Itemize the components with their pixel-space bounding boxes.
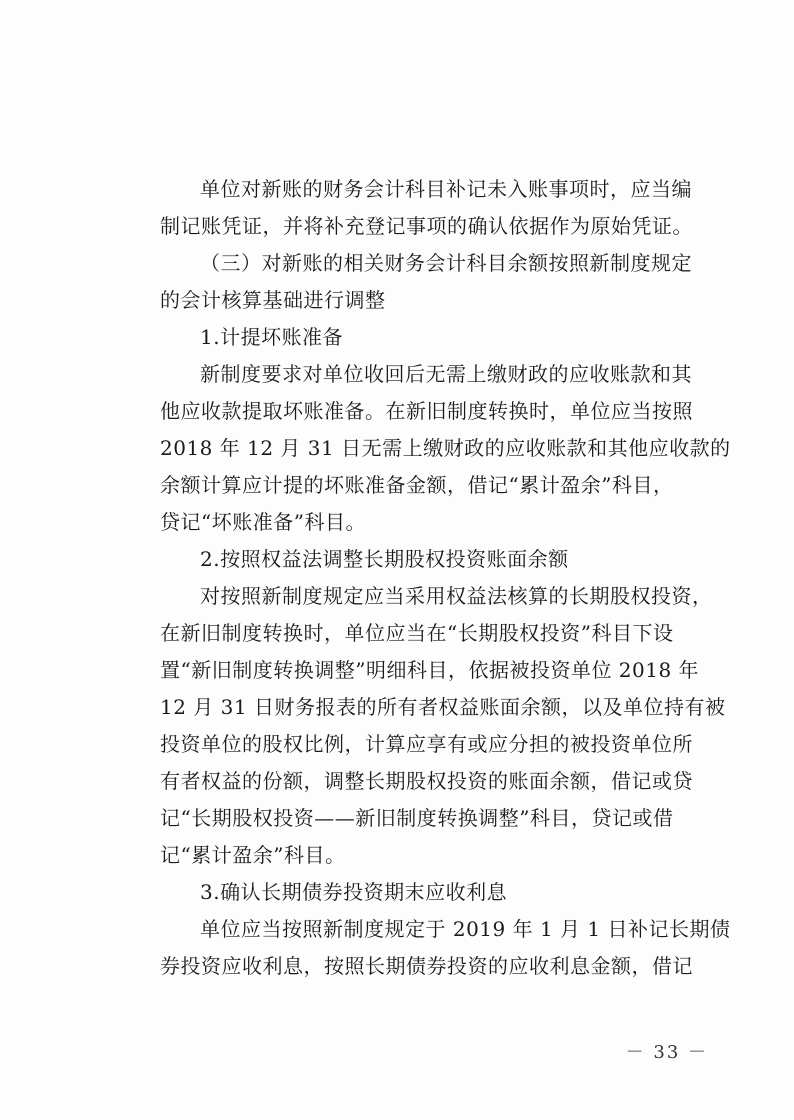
text-line: 记“累计盈余”科目。 bbox=[160, 843, 346, 867]
subsection-heading: 2.按照权益法调整长期股权投资账面余额 bbox=[200, 547, 569, 571]
section-heading: 的会计核算基础进行调整 bbox=[160, 288, 386, 312]
text-line: 对按照新制度规定应当采用权益法核算的长期股权投资， bbox=[200, 584, 713, 608]
text-line: 2018 年 12 月 31 日无需上缴财政的应收账款和其他应收款的 bbox=[160, 436, 731, 460]
text-line: 在新旧制度转换时，单位应当在“长期股权投资”科目下设 bbox=[160, 621, 674, 645]
text-line: 有者权益的份额，调整长期股权投资的账面余额，借记或贷 bbox=[160, 769, 693, 793]
text-line: 贷记“坏账准备”科目。 bbox=[160, 510, 366, 534]
text-line: 单位应当按照新制度规定于 2019 年 1 月 1 日补记长期债 bbox=[200, 917, 731, 941]
section-heading: （三）对新账的相关财务会计科目余额按照新制度规定 bbox=[200, 251, 692, 275]
text-line: 他应收款提取坏账准备。在新旧制度转换时，单位应当按照 bbox=[160, 399, 693, 423]
text-line: 制记账凭证，并将补充登记事项的确认依据作为原始凭证。 bbox=[160, 214, 693, 238]
subsection-heading: 1.计提坏账准备 bbox=[200, 325, 344, 349]
text-line: 记“长期股权投资——新旧制度转换调整”科目，贷记或借 bbox=[160, 806, 674, 830]
subsection-heading: 3.确认长期债券投资期末应收利息 bbox=[200, 880, 508, 904]
text-line: 余额计算应计提的坏账准备金额，借记“累计盈余”科目， bbox=[160, 473, 674, 497]
text-line: 单位对新账的财务会计科目补记未入账事项时，应当编 bbox=[200, 177, 692, 201]
text-line: 12 月 31 日财务报表的所有者权益账面余额，以及单位持有被 bbox=[160, 695, 726, 719]
text-line: 券投资应收利息，按照长期债券投资的应收利息金额，借记 bbox=[160, 954, 693, 978]
text-line: 新制度要求对单位收回后无需上缴财政的应收账款和其 bbox=[200, 362, 692, 386]
text-line: 置“新旧制度转换调整”明细科目，依据被投资单位 2018 年 bbox=[160, 658, 700, 682]
page-number: － 33 － bbox=[625, 1042, 708, 1063]
text-line: 投资单位的股权比例，计算应享有或应分担的被投资单位所 bbox=[160, 732, 693, 756]
